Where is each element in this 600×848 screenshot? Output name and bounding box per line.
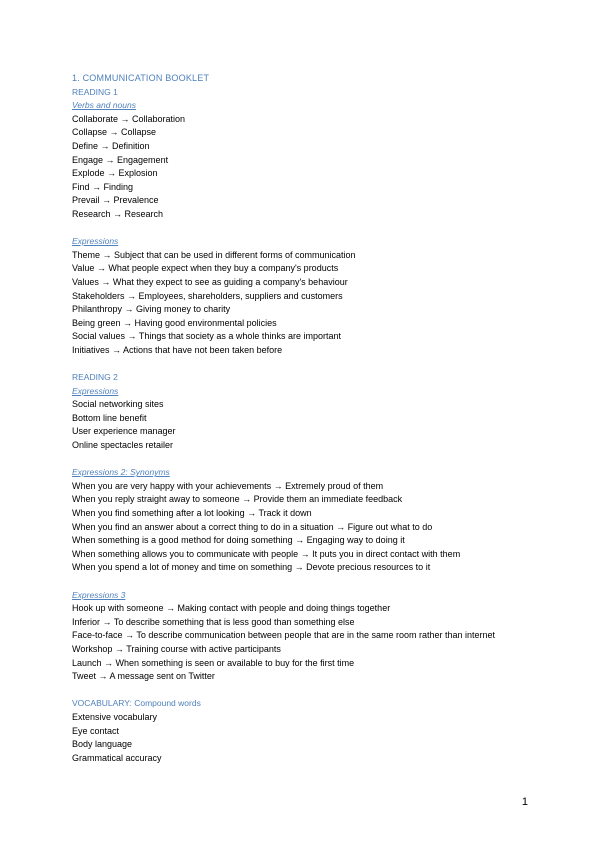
list-item: When something is a good method for doing something → Engaging way to doing it xyxy=(72,535,405,546)
reading-1-heading: READING 1 xyxy=(72,86,118,97)
reading-2-heading: READING 2 xyxy=(72,372,118,383)
list-item: Social values → Things that society as a whole thinks are important xyxy=(72,331,341,342)
list-item: Online spectacles retailer xyxy=(72,440,174,451)
vocabulary-heading: VOCABULARY: Compound words xyxy=(72,698,201,709)
document-page xyxy=(72,72,542,765)
verbs-nouns-list xyxy=(72,113,542,222)
list-item: Bottom line benefit xyxy=(72,412,147,423)
list-item: When you find an answer about a correct thing to do in a situation → Figure out what to do xyxy=(72,521,433,532)
list-item: Define → Definition xyxy=(72,140,150,151)
list-item: Workshop → Training course with active participants xyxy=(72,643,281,654)
expressions-subheading: Expressions xyxy=(72,236,119,247)
spacer xyxy=(72,222,542,236)
list-item: Prevail → Prevalence xyxy=(72,195,159,206)
page-number: 1 xyxy=(521,796,528,808)
list-item: Engage → Engagement xyxy=(72,154,169,165)
spacer xyxy=(72,684,542,698)
list-item: When you find something after a lot looking → Track it down xyxy=(72,508,312,518)
expressions-list xyxy=(72,249,542,358)
vocabulary-list xyxy=(72,711,542,765)
reading-2-expressions-subheading: Expressions xyxy=(72,385,119,396)
list-item: Collaborate → Collaboration xyxy=(72,113,186,124)
list-item: Value → What people expect when they buy a company's products xyxy=(72,263,339,274)
list-item: Values → What they expect to see as guiding a company's behaviour xyxy=(72,276,348,287)
list-item: Hook up with someone → Making contact with people and doing things together xyxy=(72,603,391,614)
synonyms-subheading: Expressions 2: Synonyms xyxy=(72,467,170,478)
expressions-3-list xyxy=(72,602,542,684)
spacer xyxy=(72,575,542,589)
synonyms-list xyxy=(72,480,542,575)
list-item: Being green → Having good environmental policies xyxy=(72,317,277,328)
list-item: Research → Research xyxy=(72,208,164,219)
verbs-nouns-subheading: Verbs and nouns xyxy=(72,100,136,111)
list-item: Theme → Subject that can be used in different forms of communication xyxy=(72,249,356,260)
list-item: Extensive vocabulary xyxy=(72,711,158,722)
list-item: Collapse → Collapse xyxy=(72,127,157,138)
list-item: Body language xyxy=(72,739,133,750)
list-item: Grammatical accuracy xyxy=(72,752,162,763)
list-item: When you are very happy with your achievements → Extremely proud of them xyxy=(72,480,384,491)
list-item: Face-to-face → To describe communication between people that are in the same room rather than internet xyxy=(72,630,496,641)
document-title: 1. COMMUNICATION BOOKLET xyxy=(72,73,210,83)
list-item: Tweet → A message sent on Twitter xyxy=(72,671,215,682)
list-item: Inferior → To describe something that is less good than something else xyxy=(72,616,355,627)
list-item: When something allows you to communicate with people → It puts you in direct contact with them xyxy=(72,548,461,559)
spacer xyxy=(72,453,542,467)
list-item: Launch → When something is seen or available to buy for the first time xyxy=(72,657,355,668)
expressions-3-subheading: Expressions 3 xyxy=(72,589,126,600)
list-item: User experience manager xyxy=(72,426,176,437)
list-item: Philanthropy → Giving money to charity xyxy=(72,304,231,315)
reading-2-expressions-list xyxy=(72,398,542,452)
list-item: Social networking sites xyxy=(72,399,164,410)
list-item: When you reply straight away to someone → Provide them an immediate feedback xyxy=(72,494,403,505)
list-item: Explode → Explosion xyxy=(72,168,158,179)
list-item: Initiatives → Actions that have not been taken before xyxy=(72,344,283,355)
spacer xyxy=(72,357,542,371)
list-item: When you spend a lot of money and time on something → Devote precious resources to it xyxy=(72,562,431,573)
list-item: Eye contact xyxy=(72,725,120,736)
list-item: Find → Finding xyxy=(72,181,134,192)
list-item: Stakeholders → Employees, shareholders, suppliers and customers xyxy=(72,290,343,301)
